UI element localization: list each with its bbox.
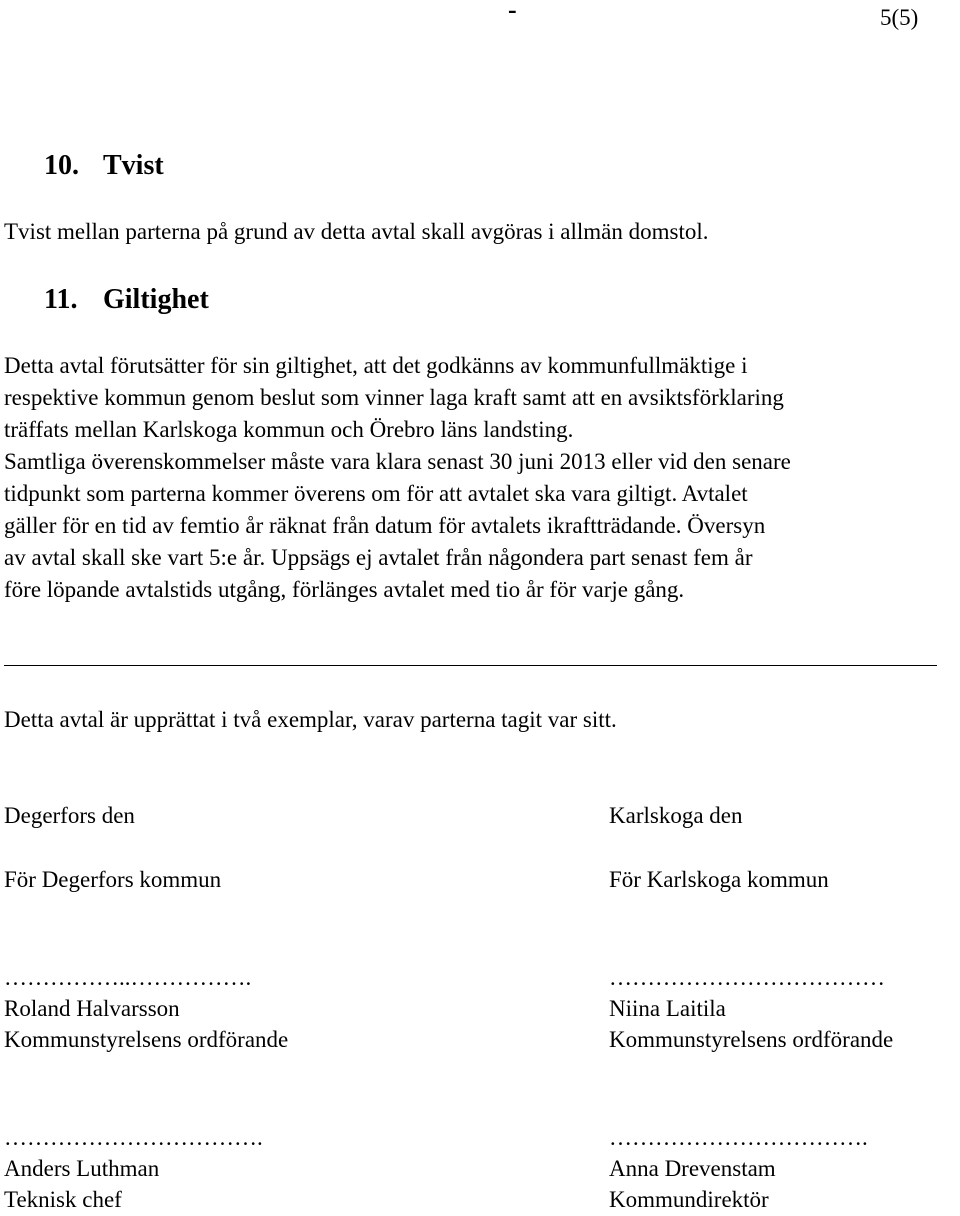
left-signer-1-name: Roland Halvarsson [4,996,180,1021]
right-signer-2-name: Anna Drevenstam [609,1156,776,1181]
right-place: Karlskoga den [609,803,743,828]
left-signer-2-name: Anders Luthman [4,1156,160,1181]
closing-statement: Detta avtal är upprättat i två exemplar, varav parterna tagit var sitt. [4,707,617,732]
left-signature-line-2: ……………………………. [4,1125,263,1150]
separator-rule [4,665,937,666]
page-number: 5(5) [880,5,919,30]
section-11-line: gäller för en tid av femtio år räknat från datum för avtalets ikraftträdande. Översyn [4,513,766,538]
section-11-line: Detta avtal förutsätter för sin giltighet, att det godkänns av kommunfullmäktige i [4,353,748,378]
section-11-line: före löpande avtalstids utgång, förlänges avtalet med tio år för varje gång. [4,577,685,602]
section-11-line: tidpunkt som parterna kommer överens om för att avtalet ska vara giltigt. Avtalet [4,481,748,506]
section-10-number: 10. [44,150,79,181]
section-10-title: Tvist [103,150,164,181]
right-party: För Karlskoga kommun [609,867,829,892]
right-signature-line-2: ……………………………. [609,1125,868,1150]
section-11-line: Samtliga överenskommelser måste vara klara senast 30 juni 2013 eller vid den senare [4,449,791,474]
right-signer-2-title: Kommundirektör [609,1187,769,1212]
section-11-line: respektive kommun genom beslut som vinner laga kraft samt att en avsiktsförklaring [4,385,784,410]
right-signature-line-1: ……………………………… [609,965,885,990]
right-signer-1-name: Niina Laitila [609,996,726,1021]
section-10-body: Tvist mellan parterna på grund av detta avtal skall avgöras i allmän domstol. [4,219,709,244]
section-11-number: 11. [44,284,78,315]
left-place: Degerfors den [4,803,135,828]
section-11-title: Giltighet [103,284,209,315]
left-signature-line-1: ……………..……………. [4,965,252,990]
left-signer-1-title: Kommunstyrelsens ordförande [4,1027,289,1052]
section-11-body [4,350,954,606]
left-party: För Degerfors kommun [4,867,222,892]
left-signer-2-title: Teknisk chef [4,1187,122,1212]
header-dash: - [508,0,517,24]
right-signer-1-title: Kommunstyrelsens ordförande [609,1027,894,1052]
section-11-line: av avtal skall ske vart 5:e år. Uppsägs ej avtalet från någondera part senast fem år [4,545,753,570]
section-11-line: träffats mellan Karlskoga kommun och Örebro läns landsting. [4,417,574,442]
